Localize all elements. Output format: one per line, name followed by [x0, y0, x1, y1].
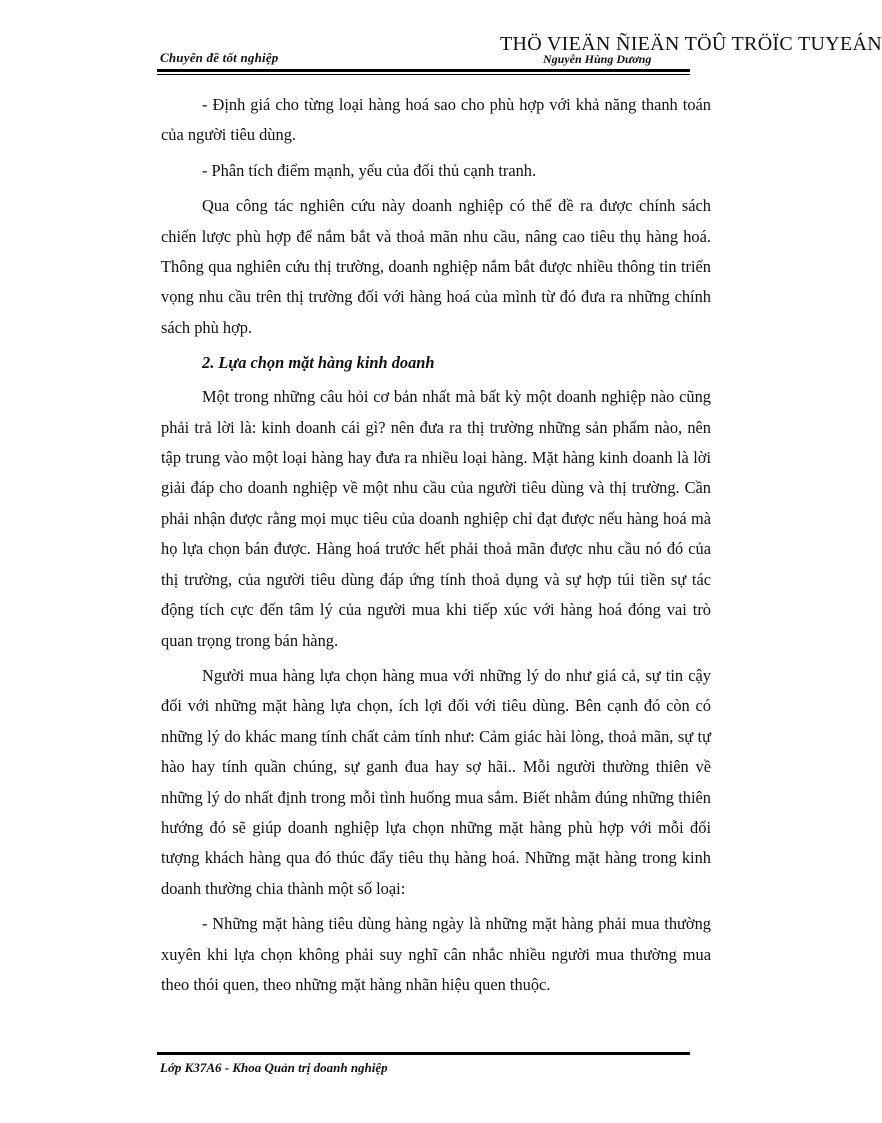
- paragraph-buyer-motives: Người mua hàng lựa chọn hàng mua với những lý do như giá cả, sự tin cậy đối với những mặt hàng lựa chọn, ích lợi đối với tiêu dùng. Bên cạnh đó còn có những lý do khác mang tính chất cảm tính như: Cảm giác hài lòng, thoả mãn, sự tự hào hay tính quần chúng, sự ganh đua hay sợ hãi.. Mỗi người thường thiên về những lý do nhất định trong mỗi tình huống mua sắm. Biết nhằm đúng những thiên hướng đó sẽ giúp doanh nghiệp lựa chọn những mặt hàng phù hợp với mỗi đối tượng khách hàng qua đó thúc đẩy tiêu thụ hàng hoá. Những mặt hàng trong kinh doanh thường chia thành một số loại:: [161, 665, 711, 898]
- paragraph-daily-goods: - Những mặt hàng tiêu dùng hàng ngày là những mặt hàng phải mua thường xuyên khi lựa chọn không phải suy nghĩ cân nhắc nhiều người mua thường mua theo thói quen, theo những mặt hàng nhãn hiệu quen thuộc.: [161, 914, 711, 994]
- header-rule-thin: [157, 74, 690, 75]
- header-watermark: THÖ VIEÄN ÑIEÄN TÖÛ TRÖÏC TUYEÁN: [500, 33, 882, 55]
- section-heading: 2. Lựa chọn mặt hàng kinh doanh: [202, 353, 435, 373]
- paragraph-product-selection: Một trong những câu hỏi cơ bản nhất mà bất kỳ một doanh nghiệp nào cũng phải trả lời là: kinh doanh cái gì? nên đưa ra thị trường những sản phẩm nào, nên tập trung vào một loại hàng hay đưa ra nhiều loại hàng. Mặt hàng kinh doanh là lời giải đáp cho doanh nghiệp về một nhu cầu của người tiêu dùng và thị trường. Cần phải nhận được rằng mọi mục tiêu của doanh nghiệp chỉ đạt được nếu hàng hoá mà họ lựa chọn bán được. Hàng hoá trước hết phải thoả mãn được nhu cầu nó đó của thị trường, của người tiêu dùng đáp ứng tính thoả dụng và sự hợp túi tiền sự tác động tích cực đến tâm lý của người mua khi tiếp xúc với hàng hoá đóng vai trò quan trọng trong bán hàng.: [161, 387, 711, 650]
- header-document-title: Chuyên đề tốt nghiệp: [160, 50, 279, 65]
- document-body: [161, 90, 711, 1005]
- paragraph-pricing: - Định giá cho từng loại hàng hoá sao cho phù hợp với khả năng thanh toán của người tiêu dùng.: [161, 95, 711, 145]
- footer-class-info: Lớp K37A6 - Khoa Quản trị doanh nghiệp: [160, 1060, 388, 1075]
- header-author: Nguyễn Hùng Dương: [543, 52, 652, 66]
- paragraph-competitor-analysis: - Phân tích điểm mạnh, yếu của đối thủ cạnh tranh.: [202, 160, 537, 180]
- header-rule: [157, 69, 690, 72]
- paragraph-research-summary: Qua công tác nghiên cứu này doanh nghiệp có thể đề ra được chính sách chiến lược phù hợp để nắm bắt và thoả mãn nhu cầu, nâng cao tiêu thụ hàng hoá. Thông qua nghiên cứu thị trường, doanh nghiệp nắm bắt được nhiều thông tin triển vọng nhu cầu trên thị trường đối với hàng hoá của mình từ đó đưa ra những chính sách phù hợp.: [161, 196, 711, 337]
- footer-rule: [157, 1052, 690, 1055]
